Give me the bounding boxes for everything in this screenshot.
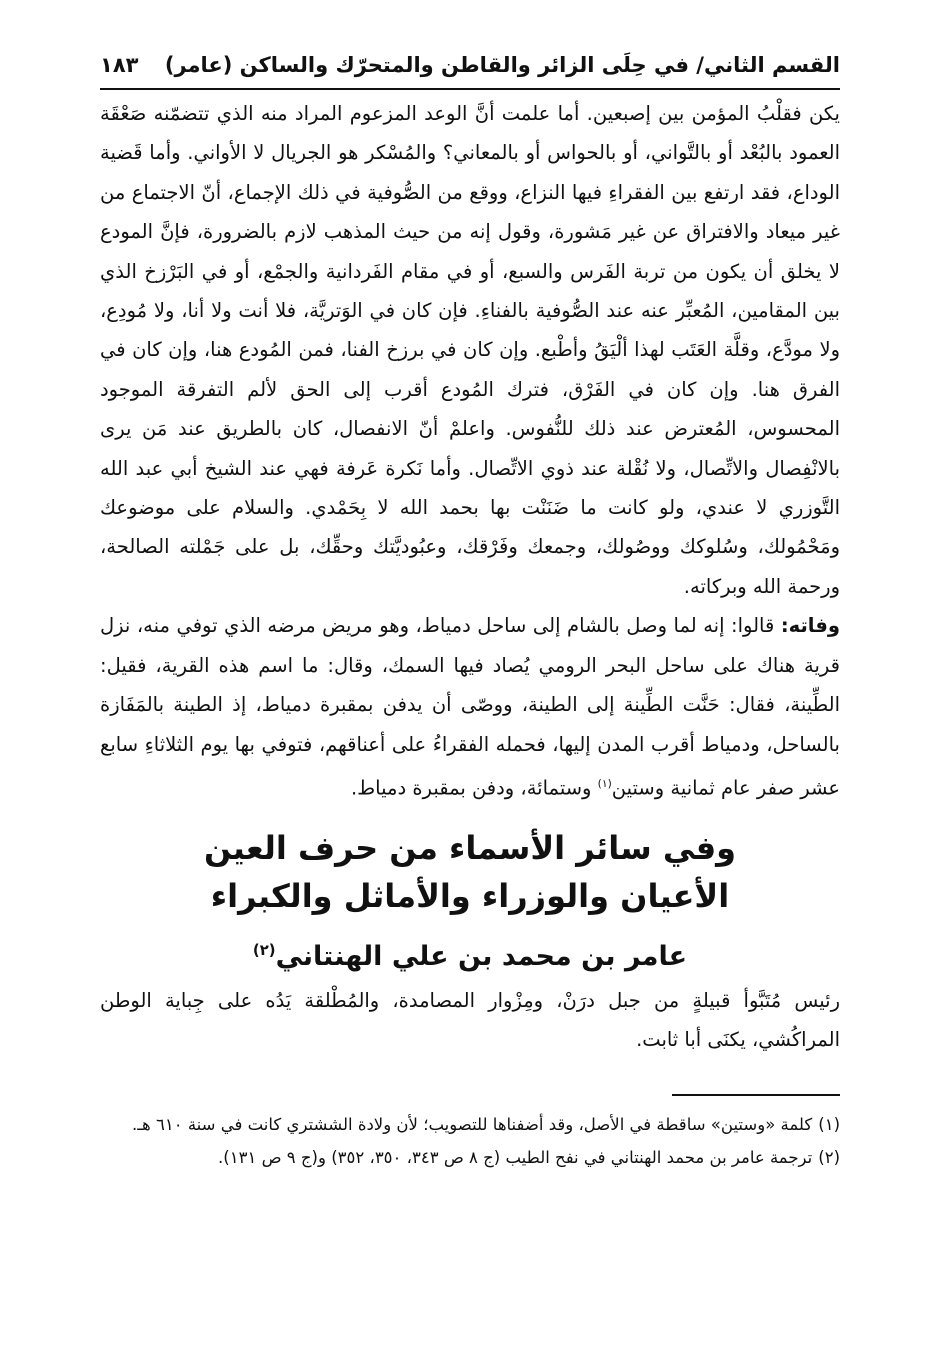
header-rule [100,88,840,90]
footnote-2-text: ترجمة عامر بن محمد الهنتاني في نفح الطيب (ج ٨ ص ٣٤٣، ٣٥٠، ٣٥٢) و(ج ٩ ص ١٣١). [218,1147,813,1167]
paragraph-2-lead: وفاته: [780,614,840,638]
footnote-ref-1: (١) [597,776,612,790]
biography-title [100,928,840,979]
paragraph-2-end: وستمائة، ودفن بمقبرة دمياط. [350,776,598,800]
section-heading-line-1: وفي سائر الأسماء من حرف العين [203,828,737,867]
footnote-1-text: كلمة «وستين» ساقطة في الأصل، وقد أضفناها للتصويب؛ لأن ولادة الششتري كانت في سنة ٦١٠ هـ. [131,1114,813,1134]
footnote-2 [100,1141,840,1174]
footnote-divider [672,1094,840,1096]
footnote-1 [100,1108,840,1141]
section-heading-line-2: الأعيان والوزراء والأماثل والكبراء [210,876,730,915]
footnote-1-number: (١) [818,1114,840,1134]
page [100,48,840,1174]
biography-text: رئيس مُتَبَّوأ قبيلةٍ من جبل درَنْ، ومِزْوار المصامدة، والمُطْلقة يَدُه على جِباية الوطن المراكُشي، يكنَى أبا ثابت. [100,988,840,1052]
paragraph-1: يكن فقلْبُ المؤمن بين إصبعين. أما علمت أنَّ الوعد المزعوم المراد منه الذي تتضمّنه صَعْقَة العمود بالبُعْد أو بالتَّواني، أو بالحواس أو بالمعاني؟ والمُسْكر هو الجريال لا الأواني. وأما قَضية الوداع، فقد ارتفع بين الفقراءِ فيها النزاع، ووقع من الصُّوفية في ذلك الإجماع، أنّ الاجتماع من غير ميعاد والافتراق عن غير مَشورة، وقول إنه من حيث المذهب لازم بالضرورة، فإنَّ المودع لا يخلق أن يكون من تربة الفَرس والسبع، أو في مقام الفَردانية والجمْع، أو في البَرْزخ الذي بين المقامين، المُعبِّر عنه عند الصُّوفية بالفناءِ. فإن كان في الوَتريَّة، فلا أنت ولا أنا، ولا مُودِع، ولا مودَّع، وقلَّة العَتَب لهذا ألْيَقُ وأطْبع. وإن كان في برزخ الفنا، فمن المُودع هنا، وإن كان في الفرق هنا. وإن كان في الفَرْق، فترك المُودع أقرب إلى الحق لألم التفرقة الموجود المحسوس، المُعترض عند ذلك للنُّفوس. واعلمْ أنّ الانفصال، كان بالطريق عند مَن يرى بالانْفِصال والاتِّصال، ولا نُقْلة عند ذوي الاتِّصال. وأما نَكرة عَرفة فهي عند الشيخ أبي عبد الله التَّوزري لا عندي، ولو كانت ما ضَنَنْت بها بحمد الله لا بِحَمْدي. والسلام على موضوعك ومَحْمُولك، وسُلوكك ووصُولك، وجمعك وفَرْقك، وعبُوديَّتك وحقِّك، بل على جَمْلته الصالحة، ورحمة الله وبركاته. [100,102,840,598]
person-name: عامر بن محمد بن علي الهنتاني [275,940,688,972]
footnote-2-number: (٢) [818,1147,840,1167]
main-text [100,94,840,808]
page-number: ١٨٣ [100,53,139,77]
paragraph-2 [100,606,840,808]
footnote-ref-2: (٢) [252,940,276,959]
footnotes [100,1108,840,1174]
running-header [100,48,840,86]
header-title: القسم الثاني/ في حِلَى الزائر والقاطن والمتحرّك والساكن (عامر) [164,53,840,77]
paragraph-2-text: قالوا: إنه لما وصل بالشام إلى ساحل دمياط، وهو مريض مرضه الذي توفي منه، نزل قرية هناك على ساحل البحر الرومي يُصاد فيها السمك، وقال: ما اسم هذه القرية، فقيل: الطِّينة، فقال: حَنَّت الطِّينة إلى الطينة، ووصّى أن يدفن بمقبرة دمياط، إذ الطينة بالمَفَازة بالساحل، ودمياط أقرب المدن إليها، فحمله الفقراءُ على أعناقهم، فتوفي بها يوم الثلاثاءِ سابع عشر صفر عام ثمانية وستين [100,614,840,800]
